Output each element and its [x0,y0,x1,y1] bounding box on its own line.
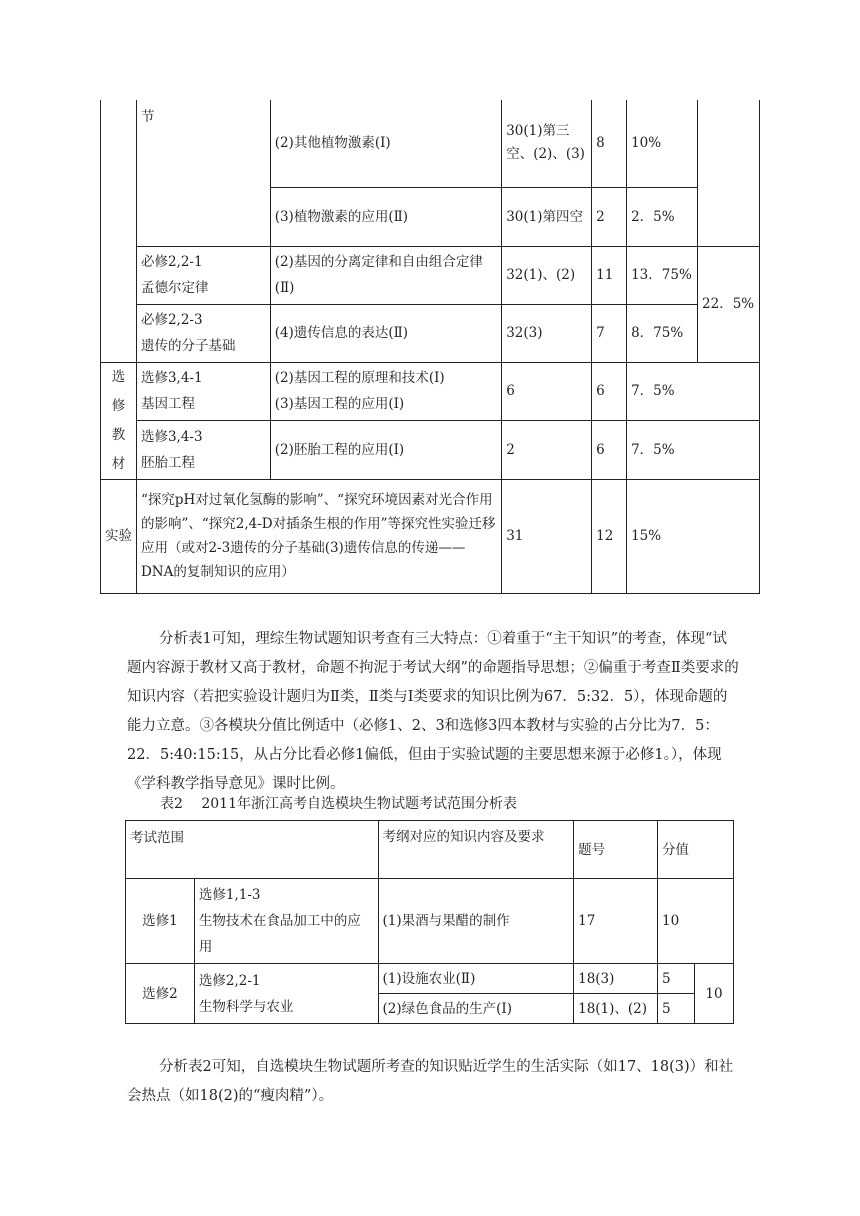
content-cell: (2)绿色食品的生产(Ⅰ) [378,994,574,1024]
content-cell: (1)设施农业(Ⅱ) [378,964,574,994]
content-cell: (3)植物激素的应用(Ⅱ) [270,187,502,246]
percent-cell: 8．75% [627,304,698,362]
module-cell: 节 [136,100,270,246]
header-score: 分值 [658,821,734,879]
percent-cell: 7．5% [627,362,760,421]
question-cell: 30(1)第三空、(2)、(3) [502,100,592,187]
module-cell: 选修2,2-1 生物科学与农业 [194,964,378,1024]
score-cell: 5 [658,964,695,994]
score-cell: 2 [592,187,627,246]
total-score-cell: 10 [695,964,734,1024]
question-cell: 18(1)、(2) [574,994,658,1024]
elective-label: 选修1 [126,879,195,964]
content-cell: (2)胚胎工程的应用(Ⅰ) [270,421,502,480]
score-cell: 11 [592,246,627,304]
question-cell: 6 [502,362,592,421]
percent-cell: 10% [627,100,698,187]
experiment-label: 实验 [101,479,137,593]
score-cell: 6 [592,362,627,421]
scope-table-1 [100,100,760,594]
elective-label: 选 修 教 材 [101,362,137,479]
percent-cell: 15% [627,479,760,593]
score-cell: 12 [592,479,627,593]
content-cell: (4)遗传信息的表达(Ⅱ) [270,304,502,362]
module-cell: 选修3,4-3 胚胎工程 [136,421,270,480]
score-cell: 5 [658,994,695,1024]
elective-label: 选修2 [126,964,195,1024]
question-cell: 18(3) [574,964,658,994]
analysis-paragraph-2: 分析表2可知，自选模块生物试题所考查的知识贴近学生的生活实际（如17、18(3)）和社会热点（如18(2)的“瘦肉精”）。 [127,1059,734,1104]
percent-cell: 13．75% [627,246,698,304]
header-scope: 考试范围 [126,821,379,879]
header-question: 题号 [574,821,658,879]
header-content: 考纲对应的知识内容及要求 [378,821,574,879]
content-cell: (2)基因工程的原理和技术(Ⅰ) (3)基因工程的应用(Ⅰ) [270,362,502,421]
experiment-content: “探究pH对过氧化氢酶的影响”、“探究环境因素对光合作用的影响”、“探究2,4-D对插条生根的作用”等探究性实验迁移应用（或对2-3遗传的分子基础(3)遗传信息的传递——DNA的复制知识的应用） [136,479,501,593]
question-cell: 17 [574,879,658,964]
content-cell: (2)其他植物激素(Ⅰ) [270,100,502,187]
module-cell: 选修3,4-1 基因工程 [136,362,270,421]
group-percent-cell: 22．5% [698,246,760,362]
question-cell: 32(3) [502,304,592,362]
score-cell: 6 [592,421,627,480]
question-cell: 32(1)、(2) [502,246,592,304]
score-cell: 10 [658,879,734,964]
score-cell: 7 [592,304,627,362]
question-cell: 30(1)第四空 [502,187,592,246]
content-cell: (1)果酒与果醋的制作 [378,879,574,964]
percent-cell: 2．5% [627,187,698,246]
score-cell: 8 [592,100,627,187]
table-2-caption: 表2 2011年浙江高考自选模块生物试题考试范围分析表 [160,796,517,812]
module-cell: 选修1,1-3 生物技术在食品加工中的应用 [194,879,378,964]
analysis-paragraph-1: 分析表1可知，理综生物试题知识考查有三大特点：①着重于“主干知识”的考查，体现“试题内容源于教材又高于教材，命题不拘泥于考试大纲”的命题指导思想；②偏重于考查Ⅱ类要求的知识内容（若把实验设计题归为Ⅱ类，Ⅱ类与Ⅰ类要求的知识比例为67．5:32．5），体现命题的能力立意。③各模块分值比例适中（必修1、2、3和选修3四本教材与实验的占分比为7．5：22．5:40:15:15，从占分比看必修1偏低，但由于实验试题的主要思想来源于必修1。），体现《学科教学指导意见》课时比例。 [127,631,739,792]
module-cell: 必修2,2-1 孟德尔定律 [136,246,270,304]
content-cell: (2)基因的分离定律和自由组合定律(Ⅱ) [270,246,502,304]
scope-table-2 [125,820,734,1024]
question-cell: 31 [502,479,592,593]
percent-cell: 7．5% [627,421,760,480]
question-cell: 2 [502,421,592,480]
module-cell: 必修2,2-3 遗传的分子基础 [136,304,270,362]
